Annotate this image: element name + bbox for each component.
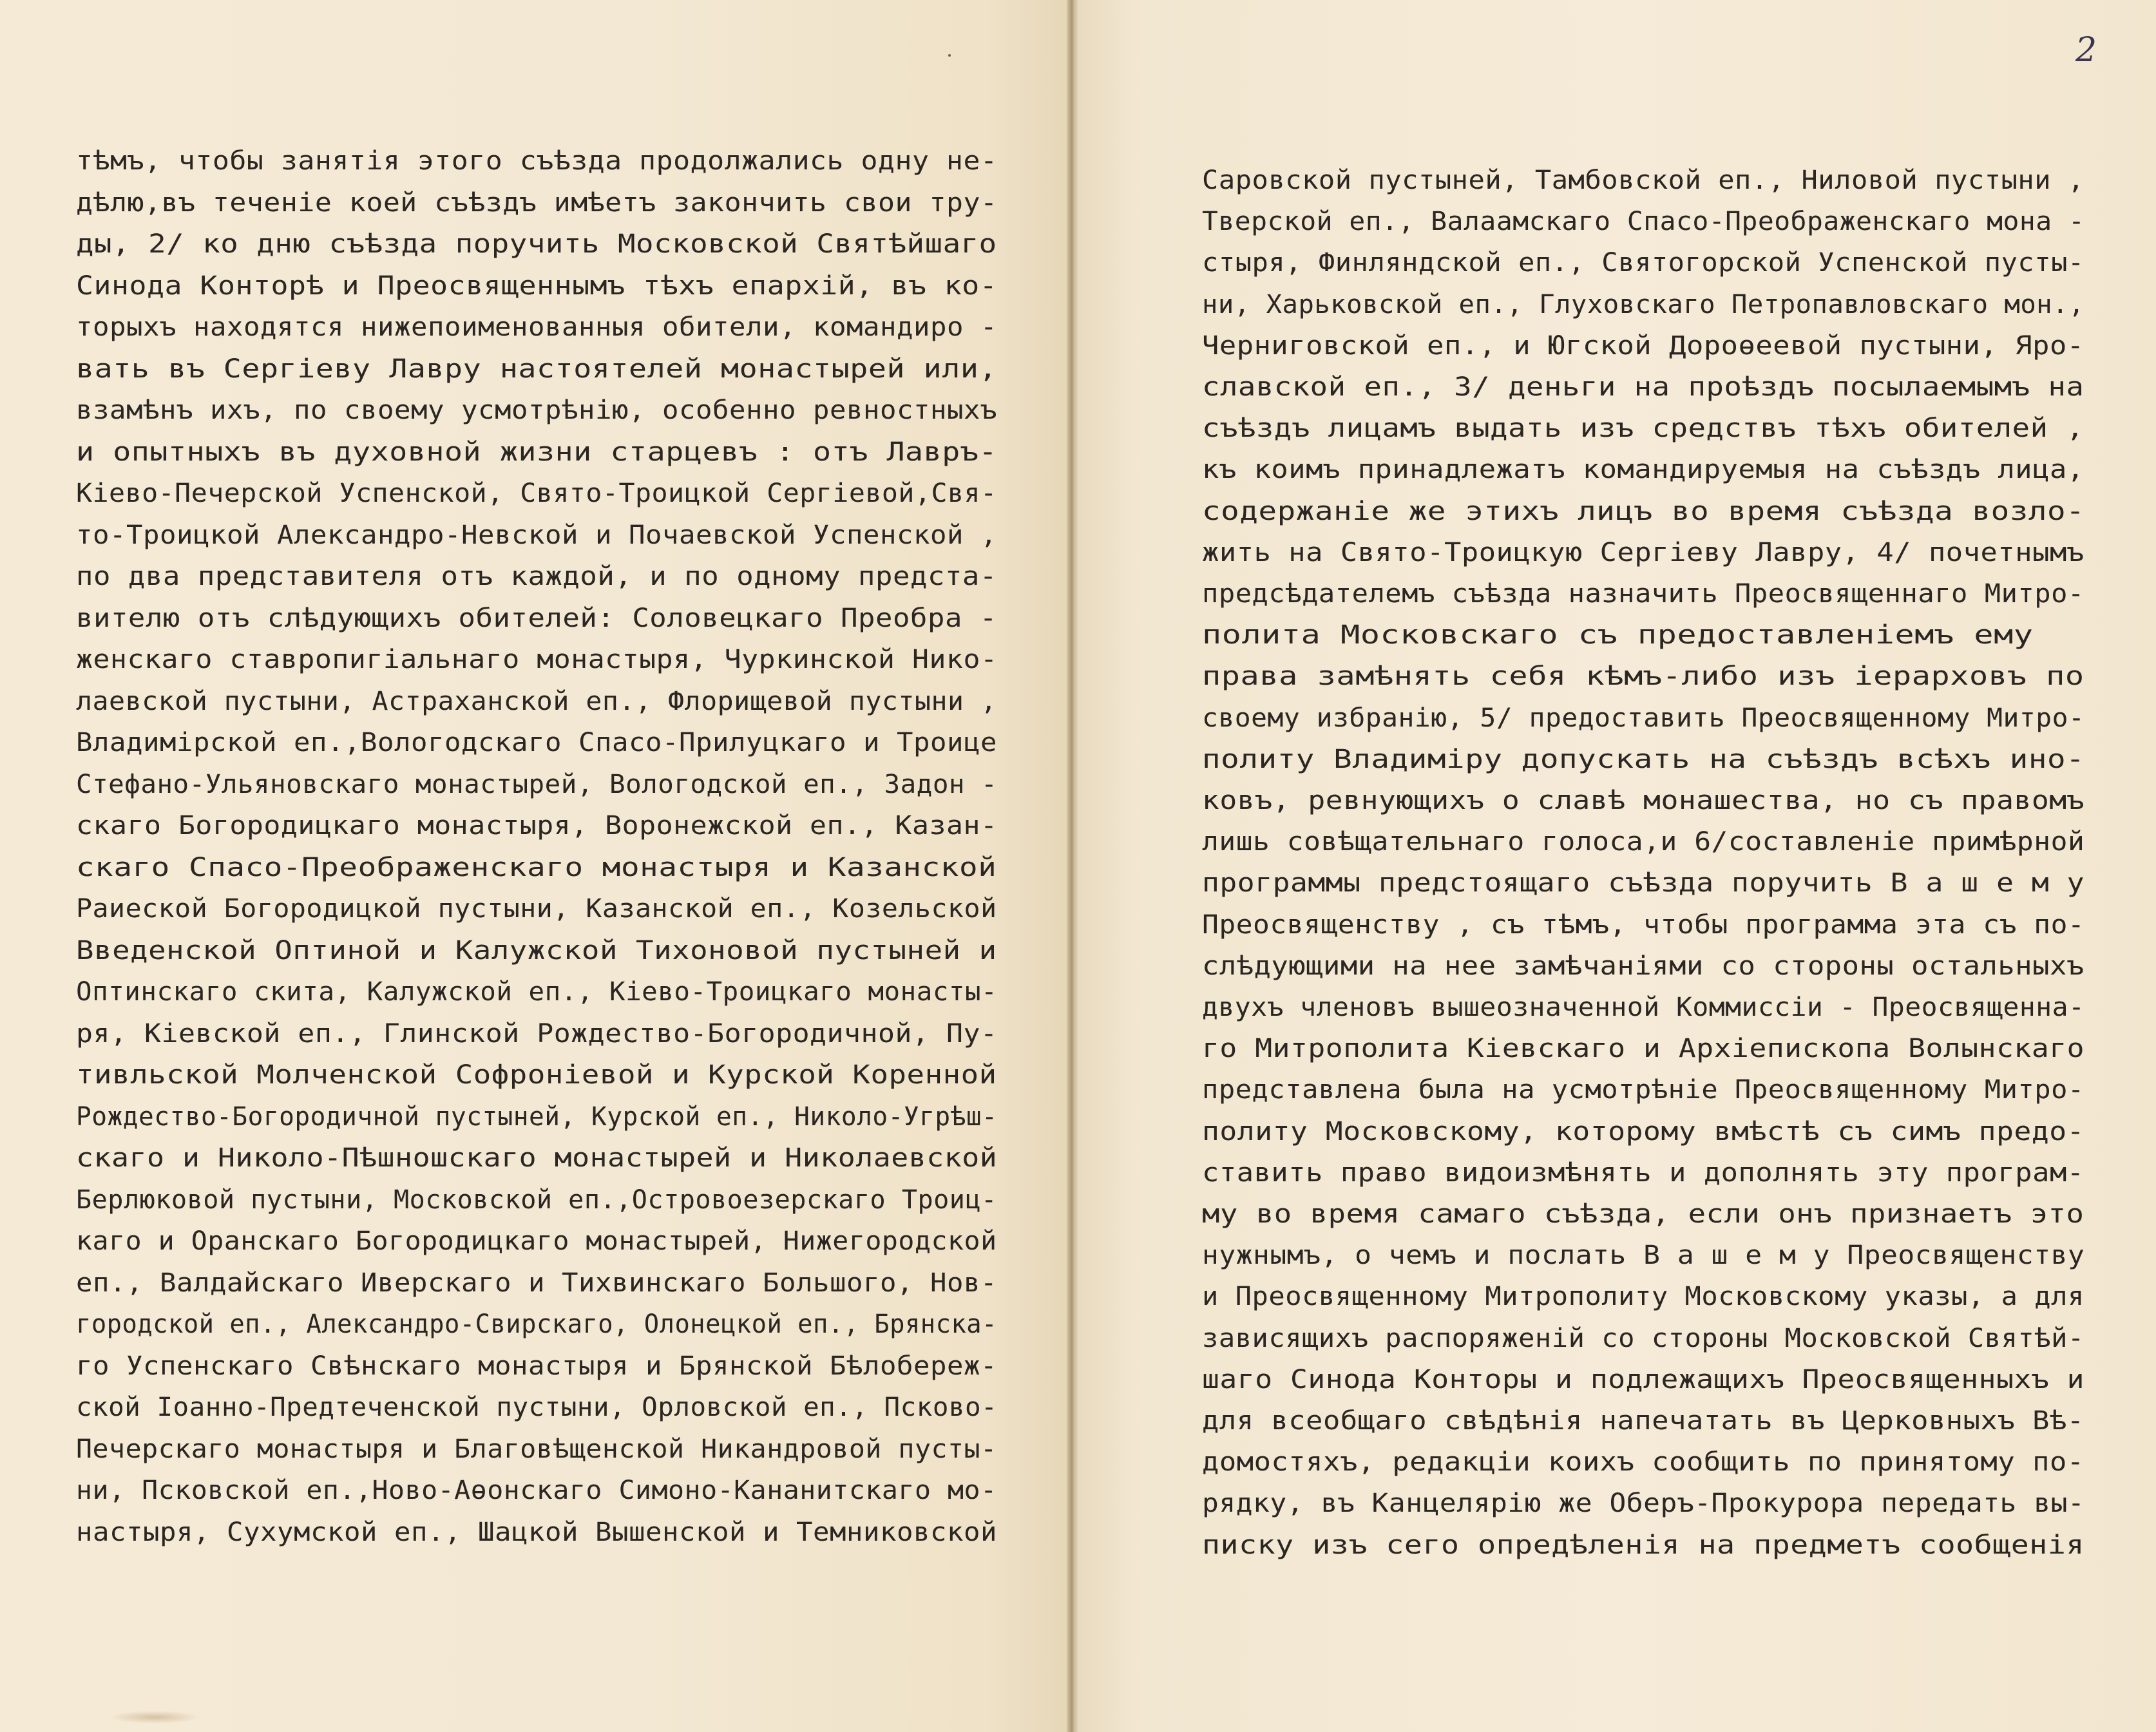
text-line: го Митрополита Кіевскаго и Архіепископа Волынскаго [1202,1034,2085,1064]
text-line: ни, Псковской еп.,Ново-Аѳонскаго Симоно-Кананитскаго мо- [76,1476,997,1505]
text-line: лишь совѣщательнаго голоса,и 6/составленіе примѣрной [1202,827,2085,857]
text-line: Тверской еп., Валаамскаго Спасо-Преображенскаго мона - [1202,207,2085,237]
text-line: Оптинскаго скита, Калужской еп., Кіево-Троицкаго монасты- [76,977,998,1007]
text-line: содержаніе же этихъ лицъ во время съѣзда возло- [1202,496,2085,526]
text-line: тивльской Молченской Софроніевой и Курской Коренной [76,1060,997,1090]
text-line: и опытныхъ въ духовной жизни старцевъ : отъ Лавръ- [76,437,998,467]
text-line: политу Московскому, которому вмѣстѣ съ симъ предо- [1202,1116,2085,1147]
text-line: городской еп., Александро-Свирскаго, Олонецкой еп., Брянска- [76,1309,997,1339]
paper-stain [110,1711,200,1724]
text-line: Саровской пустыней, Тамбовской еп., Ниловой пустыни , [1202,166,2084,195]
text-line: Рождество-Богородичной пустыней, Курской еп., Николо-Угрѣш- [76,1101,998,1132]
text-line: Стефано-Ульяновскаго монастырей, Вологодской еп., Задон - [76,769,998,799]
text-line: ды, 2/ ко дню съѣзда поручить Московской Святѣйшаго [76,229,997,259]
text-line: Преосвященству , съ тѣмъ, чтобы программа эта съ по- [1202,909,2085,940]
text-line: зависящихъ распоряженій со стороны Московской Святѣй- [1202,1323,2084,1353]
text-line: представлена была на усмотрѣніе Преосвященному Митро- [1202,1075,2084,1105]
text-line: Введенской Оптиной и Калужской Тихоновой пустыней и [76,935,997,966]
text-line: дѣлю,въ теченіе коей съѣздъ имѣетъ закончить свои тру- [76,187,998,218]
text-line: программы предстоящаго съѣзда поручить В а ш е м у [1202,868,2085,899]
text-line: жить на Свято-Троицкую Сергіеву Лавру, 4/ почетнымъ [1202,537,2084,567]
text-line: нужнымъ, о чемъ и послать В а ш е м у Преосвященству [1202,1241,2085,1271]
page-number: 2 [2075,31,2097,70]
text-line: ской Іоанно-Предтеченской пустыни, Орловской еп., Псково- [76,1393,998,1422]
text-line: торыхъ находятся нижепоименованныя обители, командиро - [76,312,998,342]
text-line: предсѣдателемъ съѣзда назначить Преосвященнаго Митро- [1202,579,2084,609]
text-line: и Преосвященному Митрополиту Московскому указы, а для [1202,1282,2084,1312]
ink-dot [948,54,951,57]
text-line: Кіево-Печерской Успенской, Свято-Троицкой Сергіевой,Свя- [76,479,997,508]
text-line: слѣдующими на нее замѣчаніями со стороны остальныхъ [1202,951,2084,981]
text-line: Синода Конторѣ и Преосвященнымъ тѣхъ епархій, въ ко- [76,271,998,301]
text-line: ковъ, ревнующихъ о славѣ монашества, но съ правомъ [1202,786,2085,815]
text-line: тѣмъ, чтобы занятія этого съѣзда продолжались одну не- [76,146,998,176]
text-line: писку изъ сего опредѣленія на предметъ сообщенія [1202,1530,2084,1560]
text-line: еп., Валдайскаго Иверскаго и Тихвинскаго Большого, Нов- [76,1268,998,1298]
text-line: для всеобщаго свѣдѣнія напечатать въ Церковныхъ Вѣ- [1202,1406,2084,1436]
text-line: взамѣнъ ихъ, по своему усмотрѣнію, особенно ревностныхъ [76,395,998,425]
text-line: полита Московскаго съ предоставленіемъ ему [1202,620,2034,651]
text-line: ря, Кіевской еп., Глинской Рождество-Богородичной, Пу- [76,1018,998,1049]
text-line: домостяхъ, редакціи коихъ сообщить по принятому по- [1202,1447,2084,1478]
text-line: скаго Богородицкаго монастыря, Воронежской еп., Казан- [76,811,998,841]
text-line: лаевской пустыни, Астраханской еп., Флорищевой пустыни , [76,686,997,716]
text-line: Черниговской еп., и Югской Дороѳеевой пустыни, Яро- [1202,330,2084,361]
text-line: къ коимъ принадлежатъ командируемыя на съѣздъ лица, [1202,455,2084,485]
text-line: Владимірской еп.,Вологодскаго Спасо-Прилуцкаго и Троице [76,728,998,757]
text-line: двухъ членовъ вышеозначенной Коммиссіи - Преосвященна- [1202,993,2085,1022]
text-line: ни, Харьковской еп., Глуховскаго Петропавловскаго мон., [1202,289,2084,319]
text-line: съѣздъ лицамъ выдать изъ средствъ тѣхъ обителей , [1202,414,2084,444]
book-gutter [1067,0,1078,1732]
text-line: по два представителя отъ каждой, и по одному предста- [76,562,997,591]
text-line: рядку, въ Канцелярію же Оберъ-Прокурора передать вы- [1202,1489,2085,1519]
text-line: шаго Синода Конторы и подлежащихъ Преосвященныхъ и [1202,1364,2085,1394]
text-line: скаго и Николо-Пѣшношскаго монастырей и Николаевской [76,1143,998,1173]
text-line: славской еп., 3/ деньги на проѣздъ посылаемымъ на [1202,372,2084,402]
text-line: настыря, Сухумской еп., Шацкой Вышенской и Темниковской [76,1517,998,1547]
text-line: вителю отъ слѣдующихъ обителей: Соловецкаго Преобра - [76,603,997,633]
text-line: стыря, Финляндской еп., Святогорской Успенской пусты- [1202,248,2084,278]
text-line: го Успенскаго Свѣнскаго монастыря и Брянской Бѣлобереж- [76,1351,998,1381]
text-line: то-Троицкой Александро-Невской и Почаевской Успенской , [76,520,998,550]
text-line: Раиеской Богородицкой пустыни, Казанской еп., Козельской [76,894,997,924]
text-line: политу Владиміру допускать на съѣздъ всѣхъ ино- [1202,744,2085,774]
text-line: женскаго ставропигіальнаго монастыря, Чуркинской Нико- [76,645,998,674]
text-line: ставить право видоизмѣнять и дополнять эту програм- [1202,1157,2084,1188]
text-line: Печерскаго монастыря и Благовѣщенской Никандровой пусты- [76,1434,997,1464]
text-line: права замѣнять себя кѣмъ-либо изъ іерарховъ по [1202,661,2084,692]
text-line: вать въ Сергіеву Лавру настоятелей монастырей или, [76,354,998,384]
text-line: Берлюковой пустыни, Московской еп.,Островоезерскаго Троиц- [76,1185,997,1215]
text-line: своему избранію, 5/ предоставить Преосвященному Митро- [1202,703,2085,733]
text-line: каго и Оранскаго Богородицкаго монастырей, Нижегородской [76,1226,997,1256]
text-line: скаго Спасо-Преображенскаго монастыря и Казанской [76,852,997,882]
text-line: му во время самаго съѣзда, если онъ признаетъ это [1202,1199,2084,1229]
